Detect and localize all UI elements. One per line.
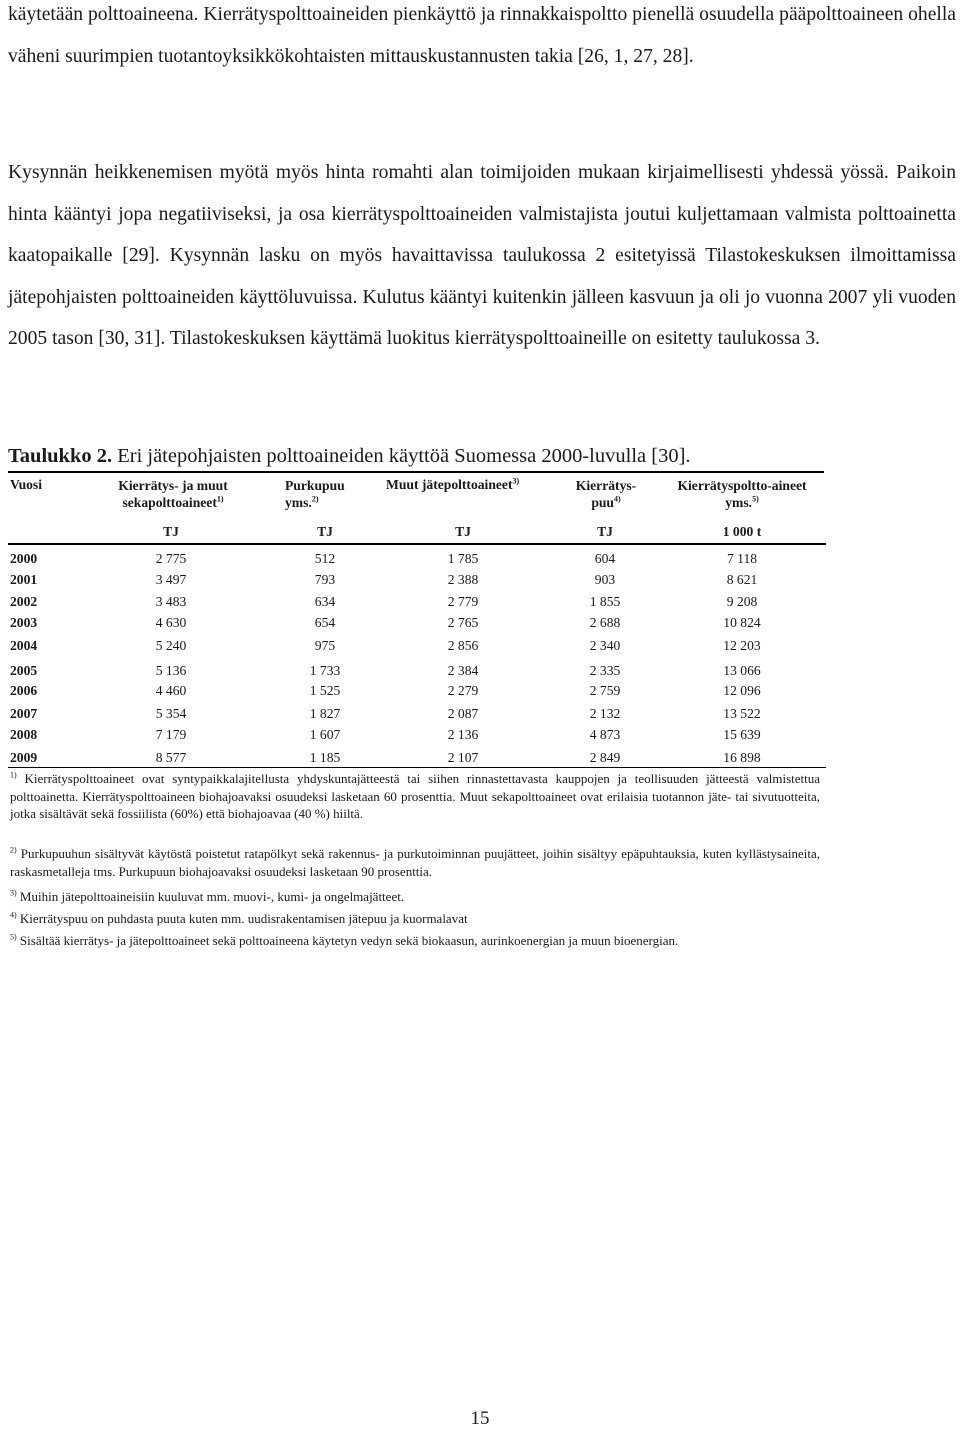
header-kierratys-sekapolttoaineet: Kierrätys- ja muut sekapolttoaineet$^{1)}$ xyxy=(118,478,228,510)
table-cell: 1 733 xyxy=(309,663,341,678)
row-year: 2009 xyxy=(10,750,38,765)
table-cell: 654 xyxy=(314,615,336,630)
footnote xyxy=(10,770,820,823)
table-cell: 604 xyxy=(594,551,616,566)
unit-label: TJ xyxy=(317,524,333,539)
table-cell: 2 759 xyxy=(589,683,621,698)
footnote-text: Sisältää kierrätys- ja jätepolttoaineet sekä polttoaineena käytetyn vedyn sekä biokaasun, aurinkoenergian ja muun bioenergian. xyxy=(16,933,679,948)
footnote-mark: 3) xyxy=(10,888,17,898)
table-cell: 8 577 xyxy=(155,750,187,765)
table-cell: 10 824 xyxy=(723,615,761,630)
table-cell: 4 460 xyxy=(155,683,187,698)
table-cell: 2 132 xyxy=(589,706,621,721)
table-cell: 634 xyxy=(314,594,336,609)
table-cell: 2 856 xyxy=(447,638,479,653)
table-cell: 7 118 xyxy=(726,551,758,566)
table-cell: 2 279 xyxy=(447,683,479,698)
row-year: 2001 xyxy=(10,572,38,587)
header-muut-jatepolttoaineet: Muut jätepolttoaineet$^{3)}$ xyxy=(386,476,520,492)
table-cell: 1 785 xyxy=(447,551,479,566)
footnote-mark: 4) xyxy=(10,910,17,920)
unit-label: TJ xyxy=(163,524,179,539)
table-cell: 2 136 xyxy=(447,727,479,742)
table-cell: 1 607 xyxy=(309,727,341,742)
table-cell: 5 240 xyxy=(155,638,187,653)
table-cell: 7 179 xyxy=(155,727,187,742)
table-cell: 2 775 xyxy=(155,551,187,566)
header-kierratyspolttoaineet: Kierrätyspoltto-aineet yms.$^{5)}$ xyxy=(677,478,807,510)
table-cell: 5 136 xyxy=(155,663,187,678)
table-cell: 8 621 xyxy=(726,572,758,587)
table-cell: 1 525 xyxy=(309,683,341,698)
unit-label: TJ xyxy=(455,524,471,539)
table-cell: 15 639 xyxy=(723,727,761,742)
header-kierratyspuu: Kierrätys-puu$^{4)}$ xyxy=(575,478,637,510)
table-cell: 2 340 xyxy=(589,638,621,653)
table-bottom-rule xyxy=(8,767,826,768)
footnote xyxy=(10,910,820,928)
table-cell: 3 497 xyxy=(155,572,187,587)
table-cell: 2 388 xyxy=(447,572,479,587)
row-year: 2003 xyxy=(10,615,38,630)
table-cell: 2 779 xyxy=(447,594,479,609)
table-cell: 16 898 xyxy=(723,750,761,765)
row-year: 2008 xyxy=(10,727,38,742)
footnote-mark: 5) xyxy=(10,932,17,942)
table-cell: 2 335 xyxy=(589,663,621,678)
table-cell: 4 630 xyxy=(155,615,187,630)
table-cell: 1 827 xyxy=(309,706,341,721)
table-cell: 13 066 xyxy=(723,663,761,678)
table-cell: 4 873 xyxy=(589,727,621,742)
table-caption xyxy=(8,445,691,468)
table-cell: 12 096 xyxy=(723,683,761,698)
table-cell: 975 xyxy=(314,638,336,653)
header-purkupuu: Purkupuu yms.$^{2)}$ xyxy=(285,478,345,510)
table-cell: 512 xyxy=(314,551,336,566)
table-cell: 793 xyxy=(314,572,336,587)
footnote xyxy=(10,888,820,906)
table-cell: 2 765 xyxy=(447,615,479,630)
table-caption-label: Taulukko 2. xyxy=(8,445,113,467)
footnote-text: Kierrätyspuu on puhdasta puuta kuten mm. uudisrakentamisen jätepuu ja kuormalavat xyxy=(16,911,468,926)
row-year: 2006 xyxy=(10,683,38,698)
row-year: 2007 xyxy=(10,706,38,721)
table-cell: 2 849 xyxy=(589,750,621,765)
footnote-text: Kierrätyspolttoaineet ovat syntypaikkalajitellusta yhdyskuntajätteestä tai siihen rinnastettavasta kauppojen ja teollisuuden jätteestä valmistettua polttoainetta. Kierrätyspolttoaineen biohajoavaksi osuudeksi lasketaan 60 prosenttia. Muut sekapolttoaineet ovat erilaisia tuotannon jäte- tai sivutuotteita, jotka sisältävät sekä fossiilista (60%) että biohajoavaa (40 %) hiiltä. xyxy=(10,771,820,821)
table-cell: 2 384 xyxy=(447,663,479,678)
table-cell: 9 208 xyxy=(726,594,758,609)
body-paragraph: käytetään polttoaineena. Kierrätyspolttoaineiden pienkäyttö ja rinnakkaispoltto pienellä osuudella pääpolttoaineen ohella väheni suurimpien tuotantoyksikkökohtaisten mittauskustannusten takia [26, 1, 27, 28]. xyxy=(8,4,956,67)
table-cell: 13 522 xyxy=(723,706,761,721)
table-cell: 3 483 xyxy=(155,594,187,609)
table-top-rule xyxy=(8,471,824,473)
table-cell: 1 185 xyxy=(309,750,341,765)
table-cell: 1 855 xyxy=(589,594,621,609)
unit-label: 1 000 t xyxy=(722,524,762,539)
footnote-mark: 2) xyxy=(10,845,17,855)
table-header-rule xyxy=(8,543,826,545)
footnote-mark: 1) xyxy=(10,770,17,780)
footnote xyxy=(10,932,820,950)
footnote-text: Purkupuuhun sisältyvät käytöstä poistetut ratapölkyt sekä rakennus- ja purkutoiminnan puujätteet, joihin sisältyy epäpuhtauksia, kuten kyllästysaineita, raskasmetalleja tms. Purkupuun biohajoavaksi osuudeksi lasketaan 90 prosenttia. xyxy=(10,846,820,879)
body-paragraph: Kysynnän heikkenemisen myötä myös hinta romahti alan toimijoiden mukaan kirjaimellisesti yhdessä yössä. Paikoin hinta kääntyi jopa negatiiviseksi, ja osa kierrätyspolttoaineiden valmistajista joutui kuljettamaan valmista polttoainetta kaatopaikalle [29]. Kysynnän lasku on myös havaittavissa taulukossa 2 esitetyissä Tilastokeskuksen ilmoittamissa jätepohjaisten polttoaineiden käyttöluvuissa. Kulutus kääntyi kuitenkin jälleen kasvuun ja oli jo vuonna 2007 yli vuoden 2005 tason [30, 31]. Tilastokeskuksen käyttämä luokitus kierrätyspolttoaineille on esitetty taulukossa 3. xyxy=(8,162,956,349)
table-cell: 2 688 xyxy=(589,615,621,630)
table-cell: 2 087 xyxy=(447,706,479,721)
row-year: 2000 xyxy=(10,551,38,566)
unit-label: TJ xyxy=(597,524,613,539)
table-cell: 5 354 xyxy=(155,706,187,721)
footnote xyxy=(10,845,820,880)
table-cell: 2 107 xyxy=(447,750,479,765)
row-year: 2005 xyxy=(10,663,38,678)
table-caption-text: Eri jätepohjaisten polttoaineiden käyttöä Suomessa 2000-luvulla [30]. xyxy=(112,445,691,467)
page-number: 15 xyxy=(470,1408,490,1429)
table-cell: 12 203 xyxy=(723,638,761,653)
header-vuosi: Vuosi xyxy=(10,477,42,492)
footnote-text: Muihin jätepolttoaineisiin kuuluvat mm. muovi-, kumi- ja ongelmajätteet. xyxy=(16,889,405,904)
row-year: 2002 xyxy=(10,594,38,609)
table-cell: 903 xyxy=(594,572,616,587)
row-year: 2004 xyxy=(10,638,38,653)
